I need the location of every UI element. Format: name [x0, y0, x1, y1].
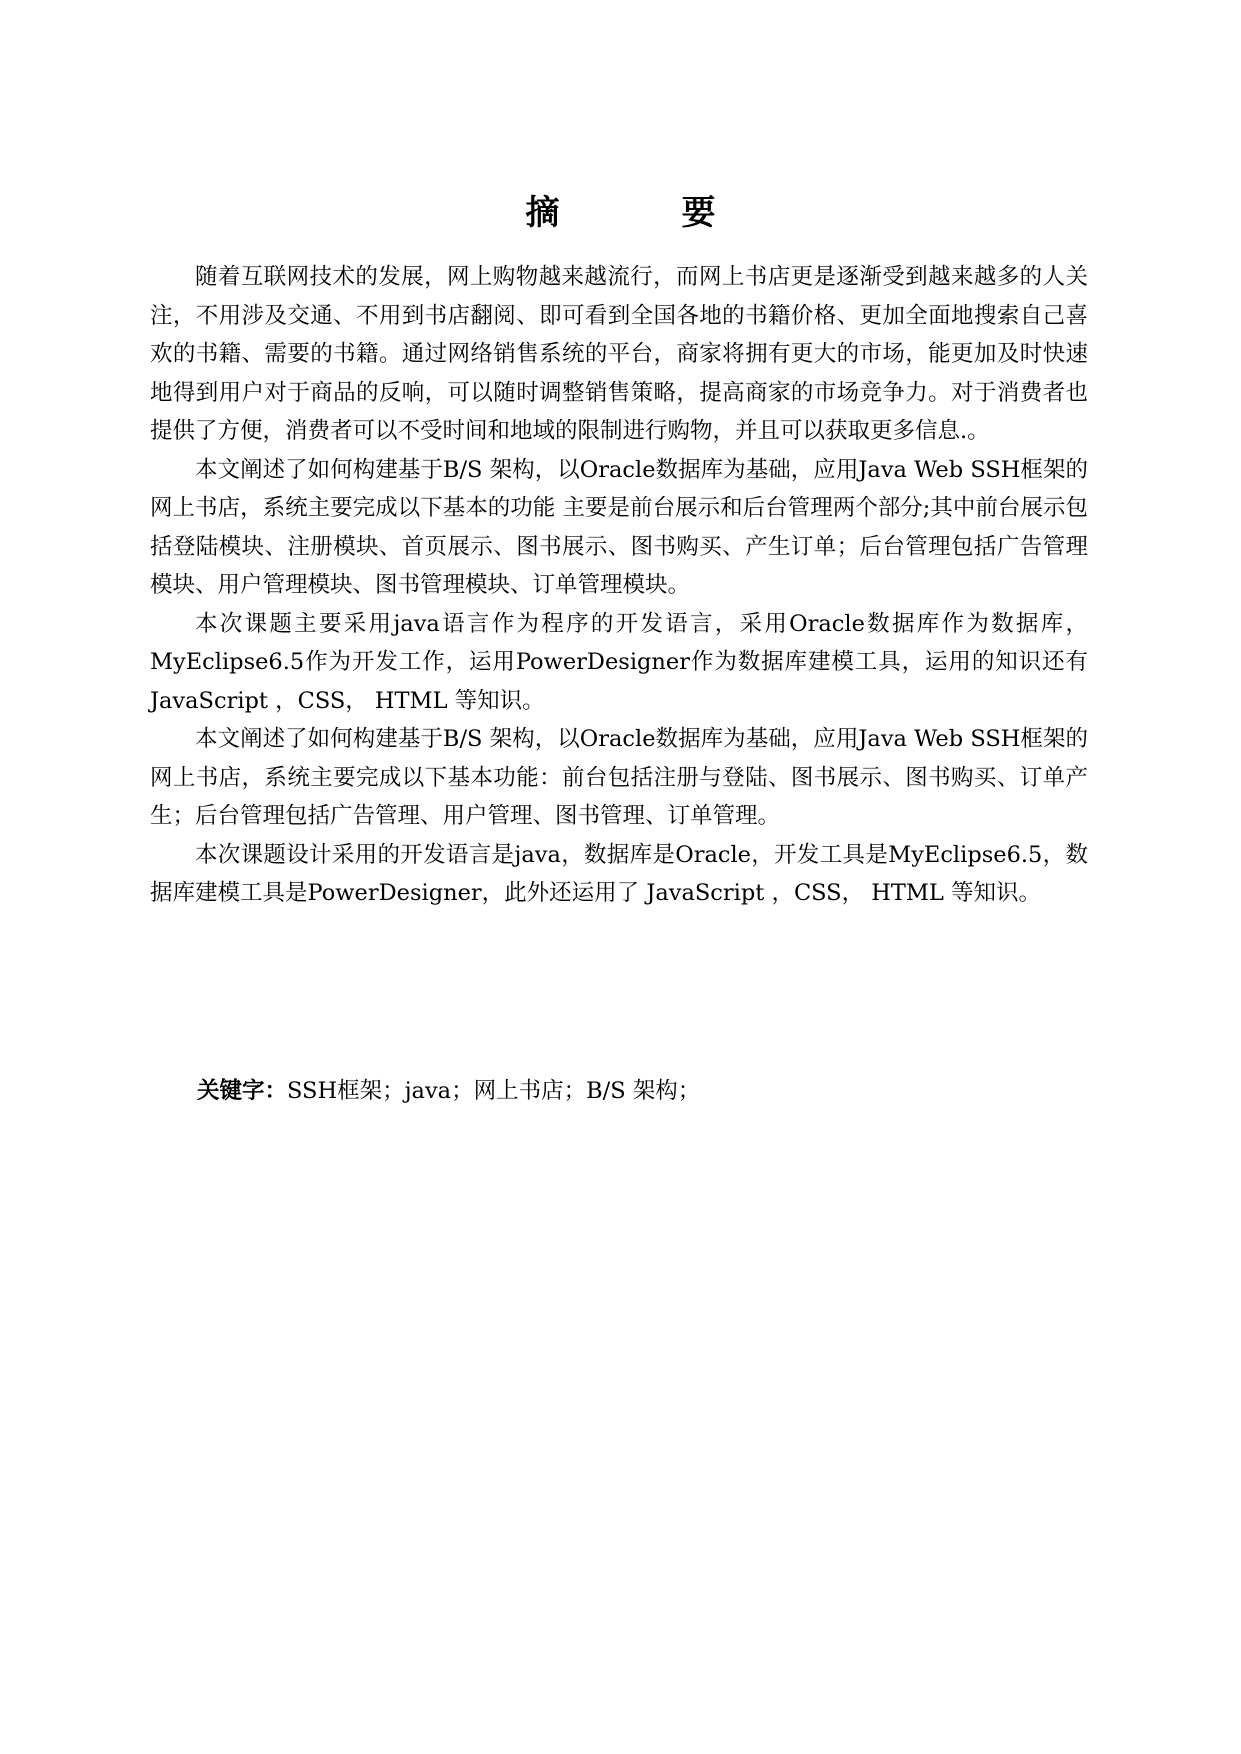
- abstract-body: [150, 258, 1088, 913]
- keywords-value: SSH框架；java；网上书店；B/S 架构；: [287, 1078, 701, 1104]
- abstract-title: 摘 要: [525, 193, 760, 233]
- abstract-paragraph-5: 本次课题设计采用的开发语言是java，数据库是Oracle，开发工具是MyEclipse6.5，数据库建模工具是PowerDesigner，此外还运用了 JavaScript ，CSS， HTML 等知识。: [150, 841, 1088, 906]
- keywords-line: [197, 1072, 700, 1110]
- keywords-label: 关键字：: [197, 1078, 288, 1104]
- abstract-paragraph-1: 随着互联网技术的发展，网上购物越来越流行，而网上书店更是逐渐受到越来越多的人关注，不用涉及交通、不用到书店翻阅、即可看到全国各地的书籍价格、更加全面地搜索自己喜欢的书籍、需要的书籍。通过网络销售系统的平台，商家将拥有更大的市场，能更加及时快速地得到用户对于商品的反响，可以随时调整销售策略，提高商家的市场竞争力。对于消费者也提供了方便，消费者可以不受时间和地域的限制进行购物，并且可以获取更多信息.。: [150, 264, 1088, 444]
- abstract-paragraph-4: 本文阐述了如何构建基于B/S 架构，以Oracle数据库为基础，应用Java Web SSH框架的网上书店，系统主要完成以下基本功能：前台包括注册与登陆、图书展示、图书购买、订单产生；后台管理包括广告管理、用户管理、图书管理、订单管理。: [150, 726, 1088, 829]
- abstract-paragraph-2: 本文阐述了如何构建基于B/S 架构，以Oracle数据库为基础，应用Java Web SSH框架的网上书店，系统主要完成以下基本的功能 主要是前台展示和后台管理两个部分;其中前台展示包括登陆模块、注册模块、首页展示、图书展示、图书购买、产生订单；后台管理包括广告管理模块、用户管理模块、图书管理模块、订单管理模块。: [150, 456, 1088, 598]
- abstract-paragraph-3: 本次课题主要采用java语言作为程序的开发语言，采用Oracle数据库作为数据库，MyEclipse6.5作为开发工作，运用PowerDesigner作为数据库建模工具，运用的知识还有 JavaScript ，CSS， HTML 等知识。: [150, 610, 1088, 714]
